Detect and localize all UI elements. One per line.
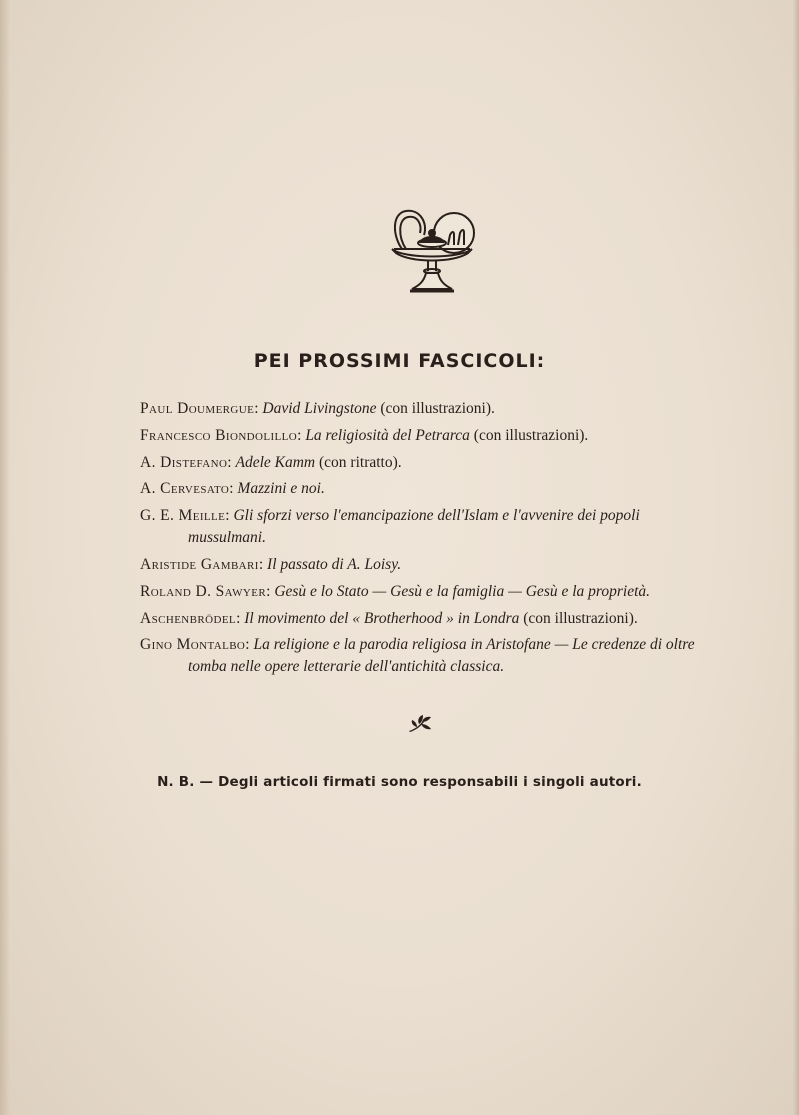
oil-lamp-icon bbox=[384, 205, 480, 297]
page-heading: PEI PROSSIMI FASCICOLI: bbox=[253, 350, 546, 372]
entry-title: La religione e la parodia religiosa in Aristofane — Le credenze di oltre tomba nelle opere letterarie dell'antichità classica. bbox=[188, 636, 695, 676]
entry-author: Paul Doumergue bbox=[140, 400, 255, 417]
entry-note: (con illustrazioni). bbox=[380, 400, 495, 417]
entry-author: A. Cervesato bbox=[140, 480, 230, 498]
entry-note: (con illustrazioni). bbox=[473, 426, 589, 444]
entry-title: Adele Kamm bbox=[235, 453, 316, 471]
list-item bbox=[140, 505, 720, 549]
leaf-ornament-icon bbox=[407, 714, 435, 734]
entry-author: Roland D. Sawyer bbox=[140, 582, 267, 600]
entry-author: Gino Montalbo bbox=[140, 636, 246, 654]
entry-author: Francesco Biondolillo bbox=[140, 426, 298, 444]
entry-separator: : bbox=[227, 453, 232, 471]
entry-title: Il passato di A. Loisy. bbox=[267, 555, 402, 573]
upcoming-articles-list bbox=[140, 398, 720, 683]
entry-title: La religiosità del Petrarca bbox=[305, 426, 470, 444]
entry-title: David Livingstone bbox=[262, 400, 377, 417]
entry-note: (con illustrazioni). bbox=[523, 609, 638, 627]
entry-separator: : bbox=[236, 609, 241, 627]
footnote: N. B. — Degli articoli firmati sono responsabili i singoli autori. bbox=[157, 774, 642, 790]
entry-separator: : bbox=[258, 555, 264, 573]
entry-separator: : bbox=[297, 426, 302, 444]
entry-author: A. Distefano bbox=[140, 453, 228, 471]
list-item bbox=[140, 425, 720, 447]
entry-separator: : bbox=[225, 507, 230, 525]
list-item bbox=[140, 398, 720, 420]
entry-title: Il movimento del « Brotherhood » in Londra bbox=[244, 609, 520, 627]
entry-title: Gesù e lo Stato — Gesù e la famiglia — Gesù e la proprietà. bbox=[274, 582, 651, 600]
entry-author: Aschenbrödel bbox=[140, 609, 237, 627]
list-item bbox=[140, 608, 720, 630]
list-item bbox=[140, 452, 720, 474]
entry-separator: : bbox=[254, 400, 259, 417]
entry-note: (con ritratto). bbox=[319, 453, 402, 471]
entry-title: Mazzini e noi. bbox=[237, 480, 325, 498]
entry-author: G. E. Meille bbox=[140, 507, 226, 525]
entry-title: Gli sforzi verso l'emancipazione dell'Islam e l'avvenire dei popoli mussulmani. bbox=[188, 507, 640, 547]
list-item bbox=[140, 478, 720, 500]
list-item bbox=[140, 634, 720, 678]
list-item bbox=[140, 581, 720, 603]
entry-separator: : bbox=[245, 636, 250, 654]
entry-separator: : bbox=[229, 480, 234, 498]
entry-author: Aristide Gambari bbox=[140, 555, 259, 573]
entry-separator: : bbox=[266, 582, 271, 600]
list-item bbox=[140, 554, 720, 576]
